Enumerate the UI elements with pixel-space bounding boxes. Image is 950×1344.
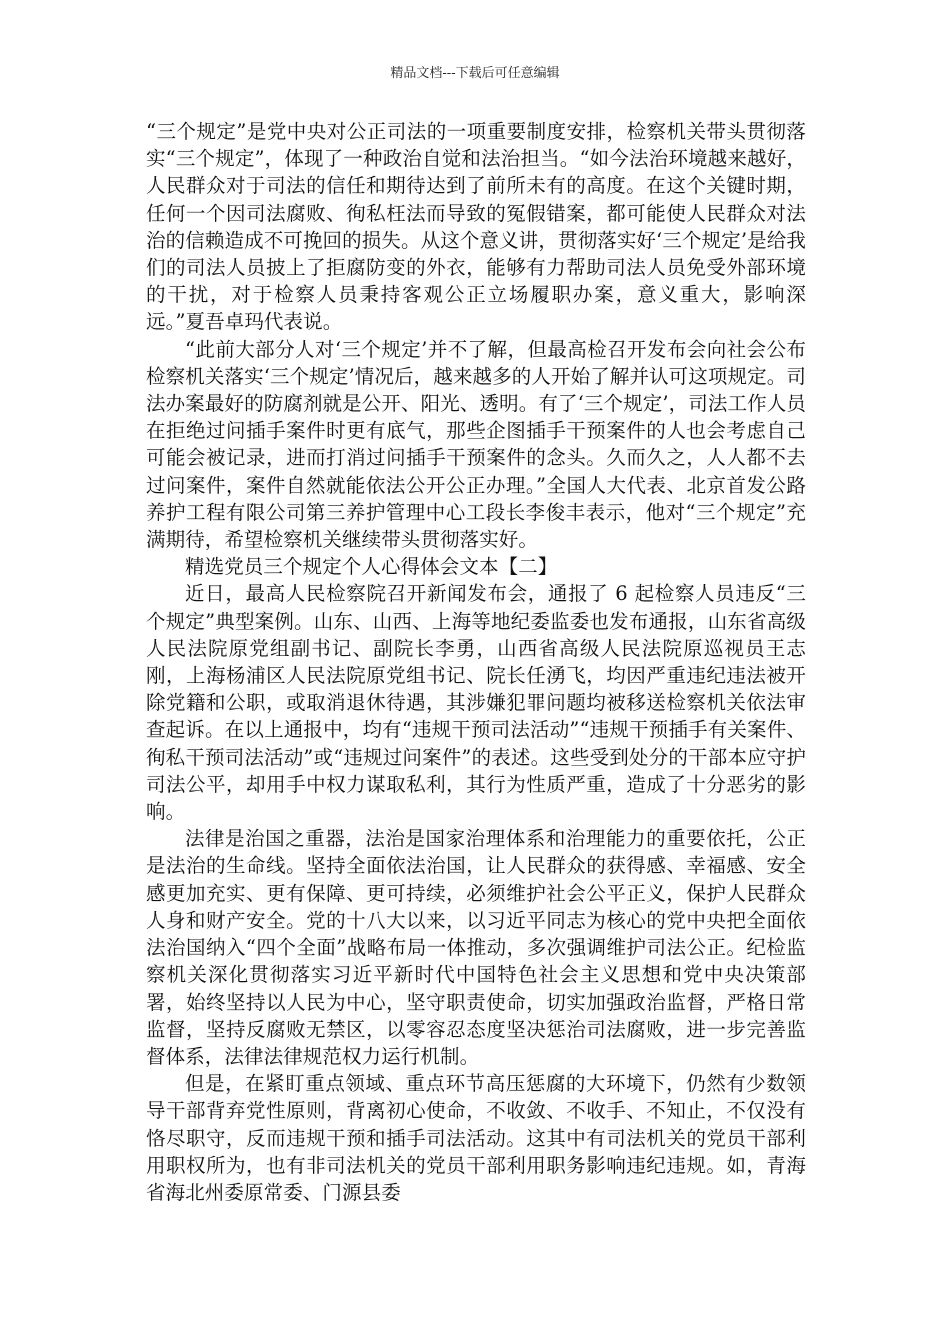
document-body bbox=[146, 118, 806, 1206]
paragraph: “三个规定”是党中央对公正司法的一项重要制度安排，检察机关带头贯彻落实“三个规定”，体现了一种政治自觉和法治担当。“如今法治环境越来越好，人民群众对于司法的信任和期待达到了前所未有的高度。在这个关键时期，任何一个因司法腐败、徇私枉法而导致的冤假错案，都可能使人民群众对法治的信赖造成不可挽回的损失。从这个意义讲，贯彻落实好‘三个规定’是给我们的司法人员披上了拒腐防变的外衣，能够有力帮助司法人员免受外部环境的干扰，对于检察人员秉持客观公正立场履职办案，意义重大，影响深远。”夏吾卓玛代表说。 bbox=[146, 120, 806, 334]
paragraph: 但是，在紧盯重点领域、重点环节高压惩腐的大环境下，仍然有少数领导干部背弃党性原则，背离初心使命，不收敛、不收手、不知止，不仅没有恪尽职守，反而违规干预和插手司法活动。这其中有司法机关的党员干部利用职权所为，也有非司法机关的党员干部利用职务影响违纪违规。如，青海省海北州委原常委、门源县委 bbox=[146, 1072, 806, 1204]
paragraph: 近日，最高人民检察院召开新闻发布会，通报了 6 起检察人员违反“三个规定”典型案例。山东、山西、上海等地纪委监委也发布通报，山东省高级人民法院原党组副书记、副院长李勇，山西省高级人民法院原巡视员王志刚，上海杨浦区人民法院原党组书记、院长任湧飞，均因严重违纪违法被开除党籍和公职，或取消退休待遇，其涉嫌犯罪问题均被移送检察机关依法审查起诉。在以上通报中，均有“违规干预司法活动”“违规干预插手有关案件、徇私干预司法活动”或“违规过问案件”的表述。这些受到处分的干部本应守护司法公平，却用手中权力谋取私利，其行为性质严重，造成了十分恶劣的影响。 bbox=[146, 582, 806, 824]
paragraph: 法律是治国之重器，法治是国家治理体系和治理能力的重要依托，公正是法治的生命线。坚持全面依法治国，让人民群众的获得感、幸福感、安全感更加充实、更有保障、更可持续，必须维护社会公平正义，保护人民群众人身和财产安全。党的十八大以来，以习近平同志为核心的党中央把全面依法治国纳入“四个全面”战略布局一体推动，多次强调维护司法公正。纪检监察机关深化贯彻落实习近平新时代中国特色社会主义思想和党中央决策部署，始终坚持以人民为中心，坚守职责使命，切实加强政治监督，严格日常监督，坚持反腐败无禁区，以零容忍态度坚决惩治司法腐败，进一步完善监督体系，法律法律规范权力运行机制。 bbox=[146, 827, 806, 1068]
paragraph: “此前大部分人对‘三个规定’并不了解，但最高检召开发布会向社会公布检察机关落实‘三个规定’情况后，越来越多的人开始了解并认可这项规定。司法办案最好的防腐剂就是公开、阳光、透明。有了‘三个规定’，司法工作人员在拒绝过问插手案件时更有底气，那些企图插手干预案件的人也会考虑自己可能会被记录，进而打消过问插手干预案件的念头。久而久之，人人都不去过问案件，案件自然就能依法公开公正办理。”全国人大代表、北京首发公路养护工程有限公司第三养护管理中心工段长李俊丰表示，他对“三个规定”充满期待，希望检察机关继续带头贯彻落实好。 bbox=[146, 337, 806, 552]
section-title: 精选党员三个规定个人心得体会文本【二】 bbox=[185, 555, 558, 579]
page-header: 精品文档---下载后可任意编辑 bbox=[390, 66, 560, 81]
